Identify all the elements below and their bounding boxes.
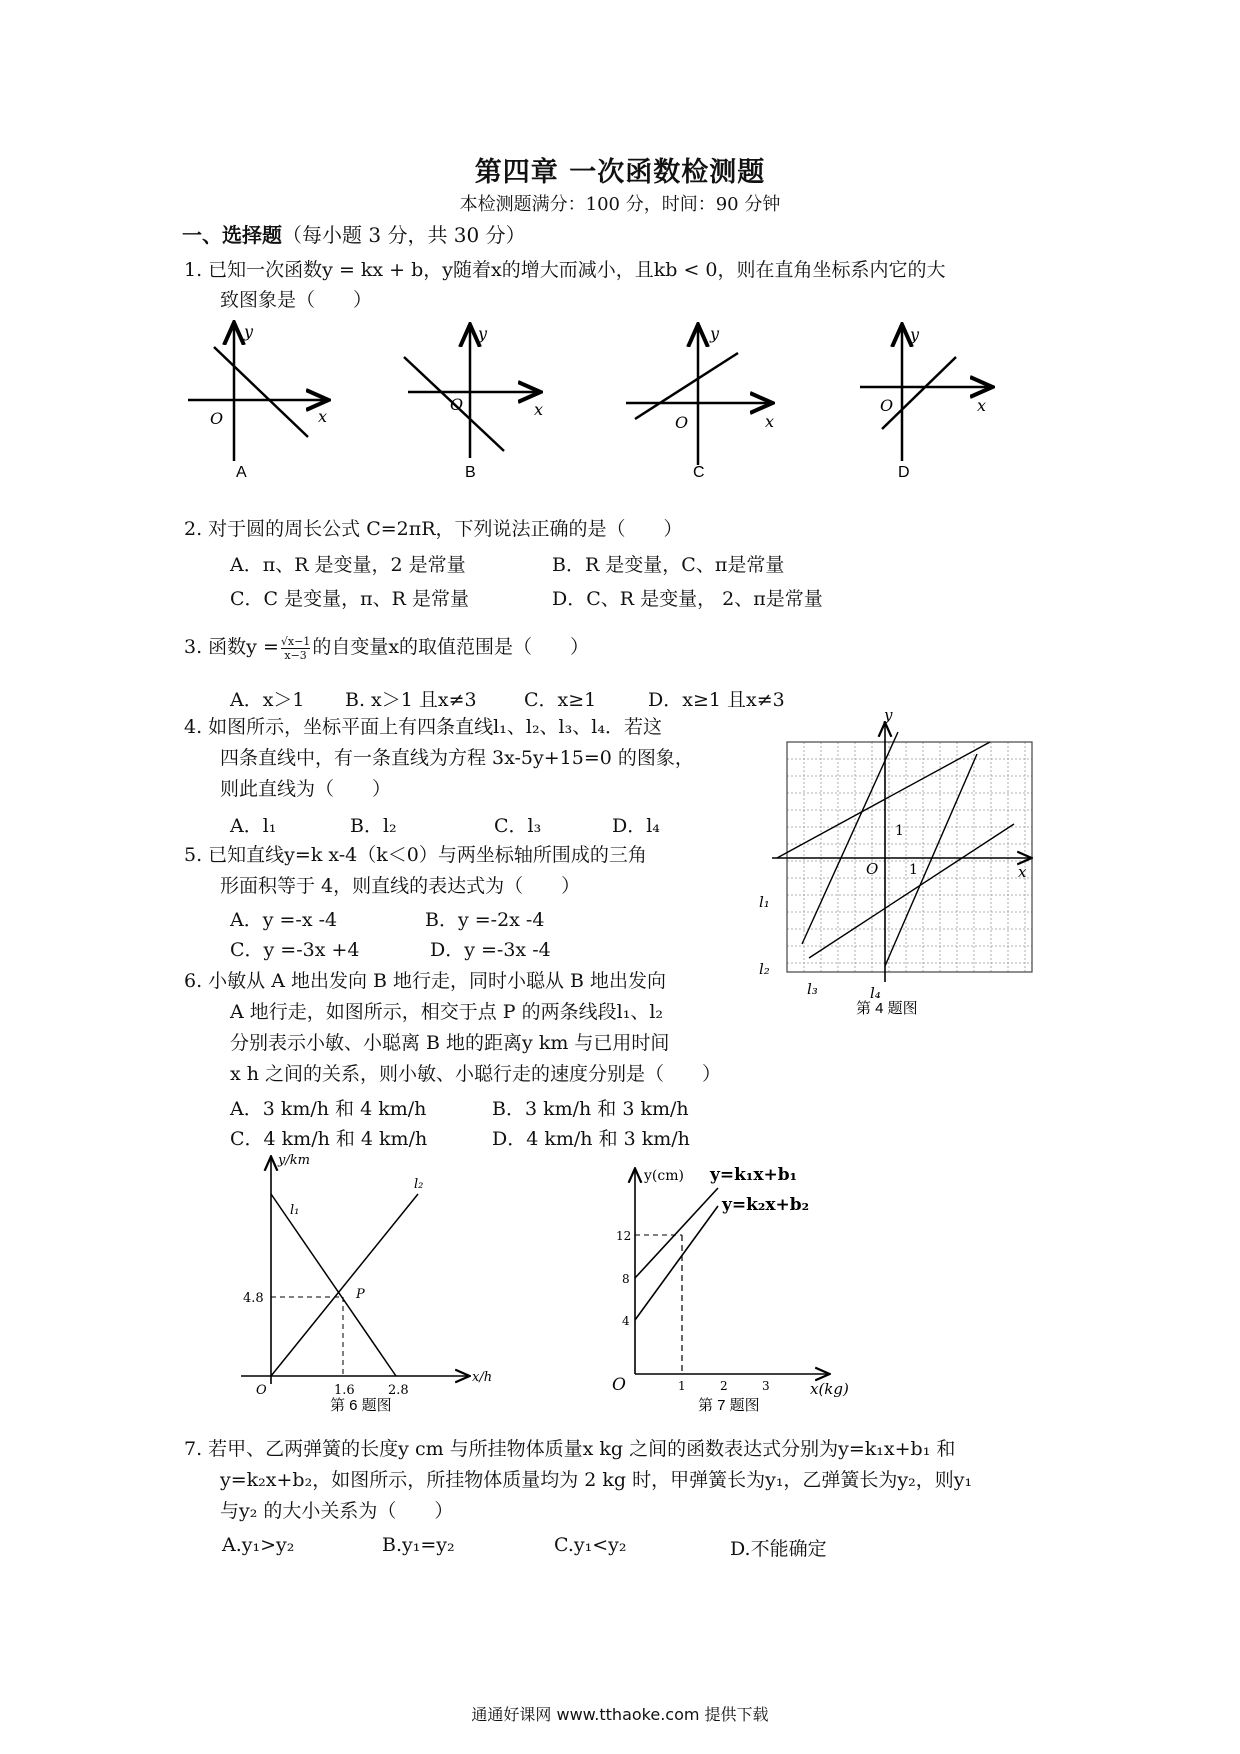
q4-origin: O [866,860,879,878]
q7-x-label: x(kg) [810,1380,849,1398]
q1d-x-label: x [977,396,987,415]
q1-graph-b [404,324,543,481]
q1-stem-line1: 1. 已知一次函数y = kx + b，y随着x的增大而减小，且kb < 0，则在直角坐标系内它的大 [184,259,946,281]
q1-label-b: B [465,464,476,481]
q4-line-label-l2: l₂ [759,960,770,978]
q4-y-label: y [884,712,893,724]
q4-option-c: C．l₃ [494,815,542,837]
q6-y-label: y/km [278,1153,310,1168]
q7-option-a: A.y₁>y₂ [222,1534,295,1556]
q6-line-label-l1: l₁ [290,1203,300,1218]
q7-y-tick-4: 4 [622,1314,630,1328]
q4-line-label-l4: l₄ [870,984,881,1002]
page-subtitle: 本检测题满分：100 分，时间：90 分钟 [459,194,781,215]
footer-text: 通通好课网 www.tthaoke.com 提供下载 [471,1705,769,1724]
q1b-y-label: y [478,324,488,343]
q7-caption: 第 7 题图 [698,1397,760,1414]
q1b-origin: O [450,395,464,414]
q1-graph-d [860,325,990,481]
q1b-x-label: x [534,400,544,419]
q7-stem-line2: y=k₂x+b₂，如图所示，所挂物体质量均为 2 kg 时，甲弹簧长为y₁，乙弹簧长为y₂，则y₁ [220,1469,973,1491]
q3-stem [184,632,589,662]
q6-y-tick: 4.8 [243,1291,264,1306]
q7-line1-label: y=k₁x+b₁ [710,1165,798,1185]
q4-caption: 第 4 题图 [856,1000,918,1017]
q7-y-tick-8: 8 [622,1272,630,1286]
q6-stem-line1: 6. 小敏从 A 地出发向 B 地行走，同时小聪从 B 地出发向 [184,970,667,992]
q6-stem-line4: x h 之间的关系，则小敏、小聪行走的速度分别是（ ） [230,1063,722,1085]
q7-x-tick-1: 1 [678,1379,686,1393]
q6-line-label-l2: l₂ [414,1177,424,1192]
q5-stem-line1: 5. 已知直线y=k x-4（k＜0）与两坐标轴所围成的三角 [184,844,647,866]
q6-stem-line2: A 地行走，如图所示，相交于点 P 的两条线段l₁、l₂ [230,1001,664,1023]
q2-option-b: B．R 是变量，C、π是常量 [552,554,785,576]
q3-stem-prefix: 3. 函数y = [184,636,279,658]
q7-option-c: C.y₁<y₂ [554,1534,627,1556]
q6-x-tick-2: 2.8 [388,1383,409,1398]
q2-option-d: D．C、R 是变量， 2、π是常量 [552,588,823,610]
q3-option-c: C．x≥1 [524,689,597,711]
q6-option-a: A．3 km/h 和 4 km/h [230,1098,427,1120]
q1c-y-label: y [710,324,720,343]
q4-line-label-l3: l₃ [807,980,818,998]
q7-origin: O [612,1375,626,1395]
q1-graph-c [626,324,774,481]
section-heading [182,219,526,248]
q7-x-tick-2: 2 [720,1379,728,1393]
q1d-y-label: y [910,325,920,344]
q1c-x-label: x [765,412,775,431]
q7-option-d: D.不能确定 [730,1538,827,1560]
q7-figure [600,1152,880,1417]
q4-option-d: D．l₄ [612,815,660,837]
q1d-origin: O [880,396,894,415]
q1-label-a: A [236,464,247,481]
q6-caption: 第 6 题图 [330,1397,392,1414]
q3-stem-suffix: 的自变量x的取值范围是（ ） [312,636,590,658]
q3-option-a: A．x＞1 [230,689,305,711]
q6-x-label: x/h [472,1370,493,1385]
q7-line2-label: y=k₂x+b₂ [722,1195,810,1215]
q6-option-d: D．4 km/h 和 3 km/h [492,1128,690,1150]
q3-frac-num: √x−1 [280,634,311,648]
q4-y-tick: 1 [895,823,904,839]
q7-stem-line1: 7. 若甲、乙两弹簧的长度y cm 与所挂物体质量x kg 之间的函数表达式分别为y=k₁x+b₁ 和 [184,1438,956,1460]
q1-label-c: C [693,464,705,481]
q2-stem: 2. 对于圆的周长公式 C=2πR，下列说法正确的是（ ） [184,518,683,540]
q4-line-label-l1: l₁ [759,893,770,911]
q4-stem-line1: 4. 如图所示，坐标平面上有四条直线l₁、l₂、l₃、l₄．若这 [184,716,662,738]
q6-origin: O [256,1383,267,1398]
q1a-origin: O [210,409,224,428]
q6-x-tick-1: 1.6 [334,1383,355,1398]
q7-y-label: y(cm) [644,1168,684,1184]
q6-option-b: B．3 km/h 和 3 km/h [492,1098,689,1120]
q4-x-label: x [1018,863,1027,881]
q3-frac-den: x−3 [284,648,307,662]
q4-stem-line2: 四条直线中，有一条直线为方程 3x-5y+15=0 的图象， [220,747,694,769]
q3-option-b: B. x＞1 且x≠3 [345,689,477,711]
q1a-x-label: x [318,407,328,426]
q7-x-tick-3: 3 [762,1379,770,1393]
q1-stem-line2: 致图象是（ ） [220,289,373,311]
q5-option-c: C．y =-3x +4 [230,939,360,961]
q1-label-d: D [898,464,910,481]
q4-option-b: B．l₂ [350,815,397,837]
q1-graphs [180,315,1000,490]
q7-y-tick-12: 12 [616,1229,632,1243]
q1c-origin: O [675,413,689,432]
q5-stem-line2: 形面积等于 4，则直线的表达式为（ ） [220,875,581,897]
q2-option-c: C．C 是变量，π、R 是常量 [230,588,469,610]
page-title: 第四章 一次函数检测题 [474,157,766,188]
q3-option-d: D．x≥1 且x≠3 [648,689,785,711]
q6-stem-line3: 分别表示小敏、小聪离 B 地的距离y km 与已用时间 [230,1032,670,1054]
q7-option-b: B.y₁=y₂ [382,1534,455,1556]
q2-option-a: A．π、R 是变量，2 是常量 [230,554,466,576]
q1-graph-a [188,322,327,481]
q3-fraction [281,635,310,662]
q4-option-a: A．l₁ [230,815,277,837]
q6-point-p: P [356,1287,365,1302]
q4-figure [752,712,1052,1030]
q1a-y-label: y [244,322,254,341]
q4-x-tick: 1 [909,862,918,878]
section-title: 一、选择题 [182,223,282,247]
q6-figure [236,1152,506,1417]
q4-stem-line3: 则此直线为（ ） [220,778,392,800]
q6-option-c: C．4 km/h 和 4 km/h [230,1128,428,1150]
q7-stem-line3: 与y₂ 的大小关系为（ ） [220,1500,454,1522]
q5-option-b: B．y =-2x -4 [425,909,545,931]
q4-grid [787,742,1032,972]
section-note: （每小题 3 分，共 30 分） [282,223,526,247]
q5-option-d: D．y =-3x -4 [430,939,551,961]
q5-option-a: A．y =-x -4 [230,909,338,931]
